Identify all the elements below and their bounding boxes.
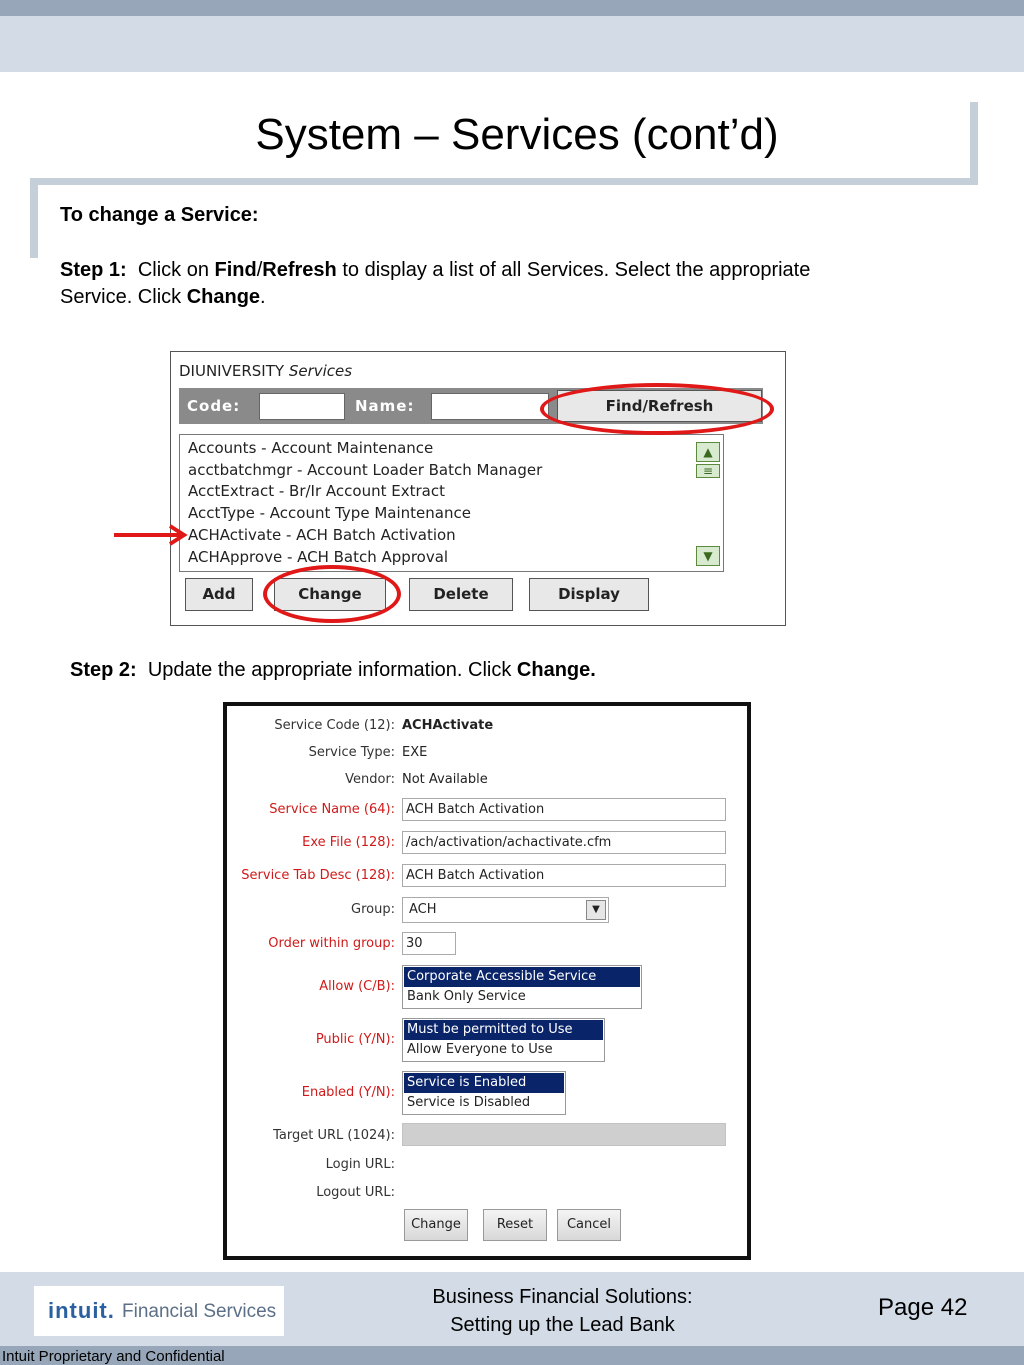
list-item[interactable]: Accounts - Account Maintenance bbox=[188, 439, 434, 457]
step1-find: Find bbox=[214, 259, 257, 281]
name-input[interactable] bbox=[431, 393, 549, 420]
logo-brand: intuit. bbox=[48, 1298, 115, 1323]
order-label: Order within group: bbox=[268, 936, 395, 951]
name-label: Name: bbox=[355, 397, 415, 415]
tab-desc-label: Service Tab Desc (128): bbox=[241, 868, 395, 883]
step2-t1: Update the appropriate information. Click bbox=[147, 659, 512, 681]
step1-t4: . bbox=[260, 286, 266, 308]
intro-heading: To change a Service: bbox=[60, 204, 259, 226]
group-select[interactable] bbox=[402, 897, 609, 923]
list-item[interactable]: AcctType - Account Type Maintenance bbox=[188, 504, 471, 523]
footer-line2: Setting up the Lead Bank bbox=[450, 1314, 675, 1336]
service-code-value: ACHActivate bbox=[402, 718, 494, 733]
services-word: Services bbox=[288, 362, 353, 380]
top-strip bbox=[0, 0, 1024, 16]
tab-desc-input[interactable]: ACH Batch Activation bbox=[402, 864, 726, 887]
list-scrollbar[interactable] bbox=[693, 436, 723, 570]
step2-text bbox=[70, 657, 596, 684]
step2-change: Change. bbox=[516, 659, 596, 681]
step1-t1: Click on bbox=[137, 259, 209, 281]
title-frame bbox=[30, 178, 38, 258]
logo-subtitle: Financial Services bbox=[122, 1301, 277, 1322]
code-label: Code: bbox=[187, 397, 241, 415]
service-edit-form bbox=[223, 702, 751, 1260]
service-code-label: Service Code (12): bbox=[274, 718, 395, 733]
logout-url-label: Logout URL: bbox=[316, 1185, 395, 1200]
public-label: Public (Y/N): bbox=[315, 1032, 395, 1047]
footer-line1: Business Financial Solutions: bbox=[432, 1286, 693, 1308]
title-frame bbox=[32, 178, 978, 185]
enabled-option-enabled[interactable]: Service is Enabled bbox=[404, 1073, 564, 1093]
delete-button[interactable]: Delete bbox=[409, 578, 513, 611]
step1-change: Change bbox=[186, 286, 261, 308]
service-type-value: EXE bbox=[402, 745, 428, 760]
step1-slash: / bbox=[256, 259, 263, 281]
reset-button[interactable]: Reset bbox=[483, 1209, 547, 1241]
add-button[interactable]: Add bbox=[185, 578, 253, 611]
service-name-input[interactable]: ACH Batch Activation bbox=[402, 798, 726, 821]
enabled-option-disabled[interactable]: Service is Disabled bbox=[407, 1095, 531, 1110]
allow-listbox[interactable] bbox=[402, 965, 642, 1009]
arrow-right-icon bbox=[110, 522, 190, 548]
group-label: Group: bbox=[351, 902, 395, 917]
page-number: Page 42 bbox=[878, 1294, 968, 1321]
scroll-down-icon[interactable]: ▼ bbox=[696, 546, 720, 566]
step2-label: Step 2: bbox=[70, 659, 137, 681]
header-band bbox=[0, 16, 1024, 72]
scroll-up-icon[interactable]: ▲ bbox=[696, 442, 720, 462]
highlight-ring bbox=[540, 383, 774, 435]
public-option-everyone[interactable]: Allow Everyone to Use bbox=[407, 1042, 553, 1057]
list-item[interactable]: ACHApprove - ACH Batch Approval bbox=[188, 547, 449, 566]
step1-t3: Service. Click bbox=[60, 286, 182, 308]
target-url-label: Target URL (1024): bbox=[273, 1128, 395, 1143]
find-refresh-button[interactable]: Find/Refresh bbox=[557, 390, 762, 422]
slide-title: System – Services (cont’d) bbox=[255, 110, 779, 159]
confidential-notice: Intuit Proprietary and Confidential bbox=[2, 1348, 225, 1365]
enabled-listbox[interactable] bbox=[402, 1071, 566, 1115]
vendor-value: Not Available bbox=[402, 772, 488, 787]
vendor-label: Vendor: bbox=[345, 772, 395, 787]
exe-file-input[interactable]: /ach/activation/achactivate.cfm bbox=[402, 831, 726, 854]
display-button[interactable]: Display bbox=[529, 578, 649, 611]
order-input[interactable]: 30 bbox=[402, 932, 456, 955]
chevron-down-icon[interactable]: ▼ bbox=[586, 900, 606, 920]
change-button[interactable]: Change bbox=[274, 578, 386, 611]
org-name: DIUNIVERSITY bbox=[179, 362, 285, 380]
cancel-button[interactable]: Cancel bbox=[557, 1209, 621, 1241]
list-item[interactable]: acctbatchmgr - Account Loader Batch Manager bbox=[188, 460, 543, 479]
exe-file-label: Exe File (128): bbox=[302, 835, 395, 850]
scroll-thumb[interactable]: ≡ bbox=[696, 464, 720, 478]
list-item[interactable]: AcctExtract - Br/Ir Account Extract bbox=[188, 482, 445, 501]
allow-option-bank[interactable]: Bank Only Service bbox=[407, 989, 526, 1004]
highlight-ring bbox=[263, 565, 401, 623]
intuit-logo bbox=[34, 1286, 284, 1336]
step1-label: Step 1: bbox=[60, 259, 127, 281]
service-name-label: Service Name (64): bbox=[269, 802, 395, 817]
login-url-label: Login URL: bbox=[325, 1157, 395, 1172]
services-panel-title bbox=[179, 362, 352, 380]
step1-refresh: Refresh bbox=[262, 259, 337, 281]
step1-text bbox=[60, 257, 960, 311]
allow-label: Allow (C/B): bbox=[319, 979, 395, 994]
service-type-label: Service Type: bbox=[308, 745, 395, 760]
change-button[interactable]: Change bbox=[404, 1209, 468, 1241]
allow-option-corporate[interactable]: Corporate Accessible Service bbox=[404, 967, 640, 987]
group-selected-value: ACH bbox=[409, 902, 437, 917]
enabled-label: Enabled (Y/N): bbox=[301, 1085, 395, 1100]
code-input[interactable] bbox=[259, 393, 345, 420]
step1-t2: to display a list of all Services. Select the appropriate bbox=[342, 259, 811, 281]
footer-caption bbox=[360, 1283, 765, 1339]
service-list[interactable] bbox=[179, 434, 724, 572]
public-listbox[interactable] bbox=[402, 1018, 605, 1062]
public-option-permitted[interactable]: Must be permitted to Use bbox=[404, 1020, 603, 1040]
list-item[interactable]: ACHActivate - ACH Batch Activation bbox=[188, 525, 456, 544]
target-url-input bbox=[402, 1123, 726, 1146]
